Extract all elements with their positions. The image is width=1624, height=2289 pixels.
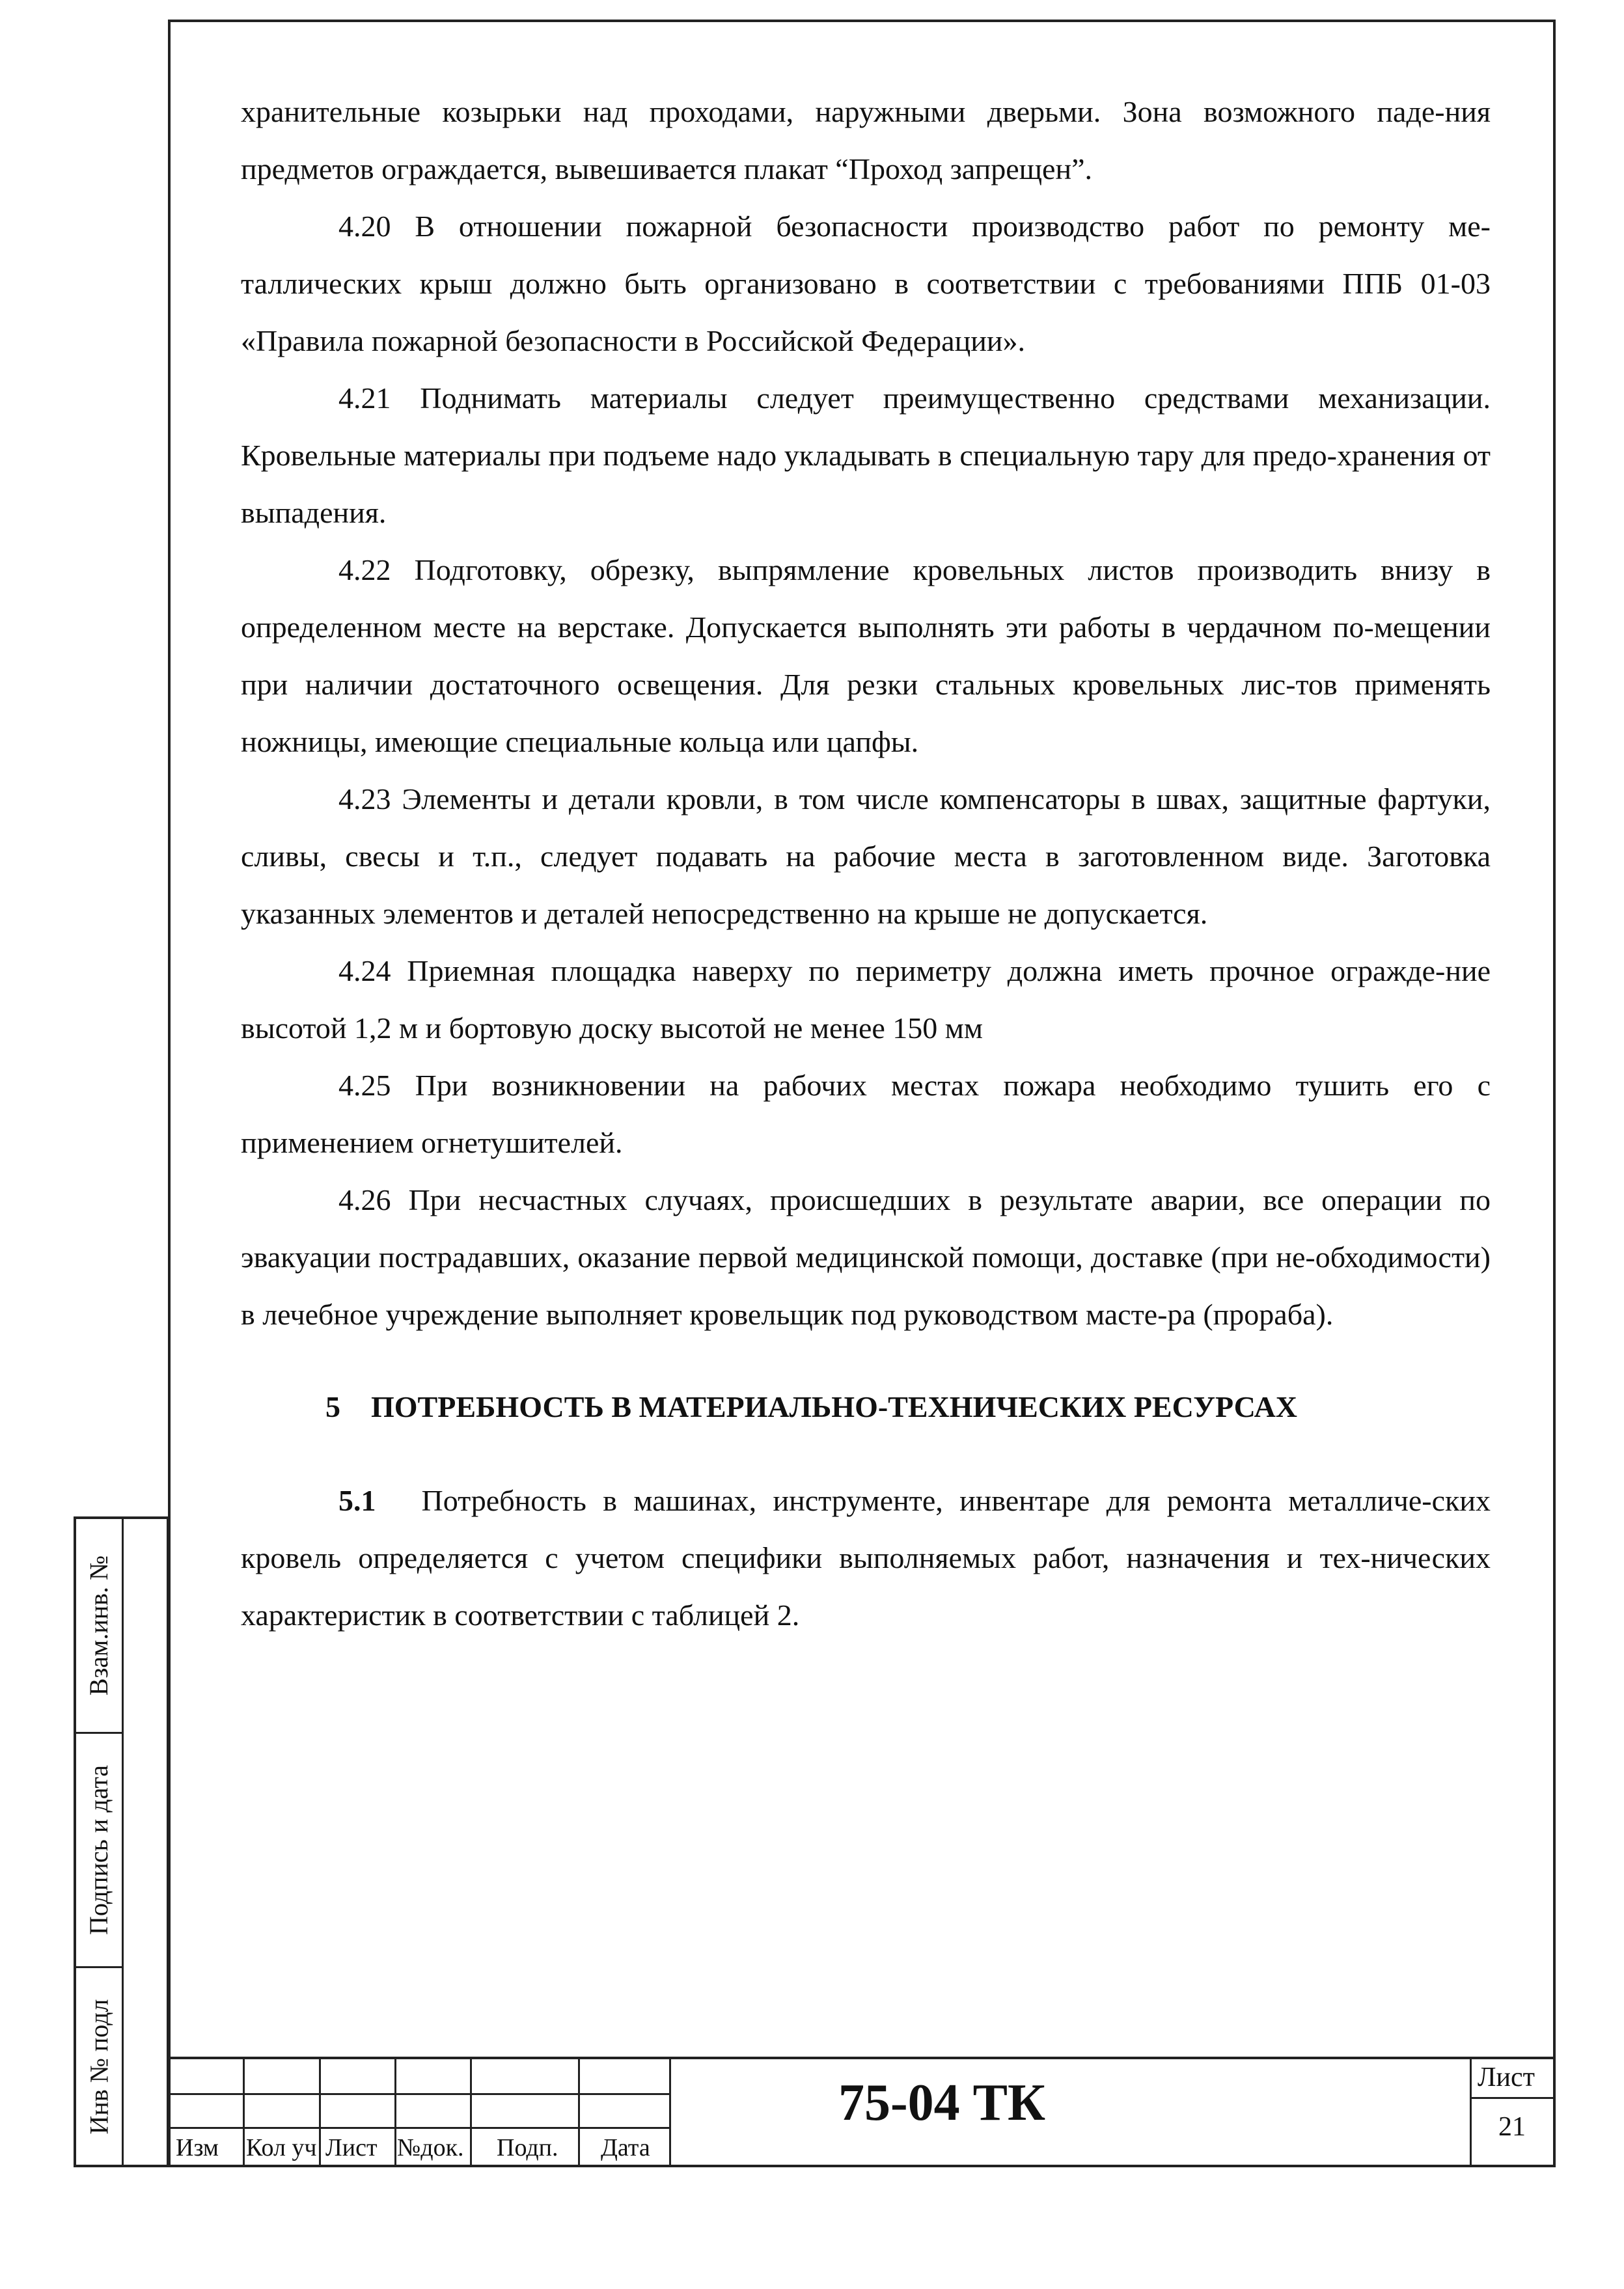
paragraph: хранительные козырьки над проходами, наружными дверьми. Зона возможного паде-ния предметов ограждается, вывешивается плакат “Проход запрещен”. [241,95,1491,185]
section-heading [325,1378,1491,1436]
side-cell-label: Инв № подл [84,1999,114,2134]
grid-line [319,2059,321,2167]
grid-line [470,2059,472,2167]
side-cell-label: Подпись и дата [84,1764,114,1936]
column-label-doc-number: №док. [397,2134,464,2161]
section-number: 5 [325,1390,340,1423]
column-label-signature: Подп. [497,2134,558,2161]
grid-line [669,2059,671,2167]
column-label-quantity: Кол уч [246,2134,317,2161]
column-label-change: Изм [176,2134,219,2161]
paragraph-number: 5.1 [338,1484,376,1517]
side-stamp [74,1516,169,2167]
side-cell-label: Взам.инв. № [84,1555,114,1696]
side-cell-original-inventory [76,1968,122,2165]
side-stamp-column [76,1519,124,2165]
column-label-date: Дата [601,2134,650,2161]
sheet-label: Лист [1478,2063,1535,2092]
title-block [168,2057,1556,2167]
paragraph-4-25: 4.25 При возникновении на рабочих местах пожара необходимо тушить его с применением огнетушителей. [241,1069,1491,1159]
column-label-sheet: Лист [325,2134,378,2161]
paragraph-text: Потребность в машинах, инструменте, инвентаре для ремонта металличе-ских кровель определяется с учетом специфики выполняемых работ, назначения и тех-нических характеристик в соответствии с таблицей 2. [241,1484,1491,1632]
section-title: ПОТРЕБНОСТЬ В МАТЕРИАЛЬНО-ТЕХНИЧЕСКИХ РЕСУРСАХ [371,1390,1298,1423]
paragraph-4-23: 4.23 Элементы и детали кровли, в том числе компенсаторы в швах, защитные фартуки, сливы, свесы и т.п., следует подавать на рабочие места в заготовленном виде. Заготовка указанных элементов и деталей непосредственно на крыше не допускается. [241,782,1491,930]
grid-line [243,2059,245,2167]
document-body [241,83,1491,1644]
side-cell-replacement-inventory [76,1519,122,1734]
grid-line [578,2059,580,2167]
side-cell-signature-date [76,1734,122,1968]
sheet-number: 21 [1498,2112,1526,2142]
paragraph-5-1 [241,1472,1491,1644]
paragraph-4-20: 4.20 В отношении пожарной безопасности производство работ по ремонту ме-таллических крыш должно быть организовано в соответствии с требованиями ППБ 01-03 «Правила пожарной безопасности в Российской Федерации». [241,210,1491,357]
document-code: 75-04 ТК [838,2074,1046,2131]
paragraph-4-24: 4.24 Приемная площадка наверху по периметру должна иметь прочное огражде-ние высотой 1,2 м и бортовую доску высотой не менее 150 мм [241,954,1491,1045]
paragraph-4-22: 4.22 Подготовку, обрезку, выпрямление кровельных листов производить внизу в определенном месте на верстаке. Допускается выполнять эти работы в чердачном по-мещении при наличии достаточного освещения. Для резки стальных кровельных лис-тов применять ножницы, имеющие специальные кольца или цапфы. [241,553,1491,758]
paragraph-4-21: 4.21 Поднимать материалы следует преимущественно средствами механизации. Кровельные материалы при подъеме надо укладывать в специальную тару для предо-хранения от выпадения. [241,381,1491,529]
paragraph-4-26: 4.26 При несчастных случаях, происшедших в результате аварии, все операции по эвакуации пострадавших, оказание первой медицинской помощи, доставке (при не-обходимости) в лечебное учреждение выполняет кровельщик под руководством масте-ра (прораба). [241,1183,1491,1331]
grid-line [394,2059,396,2167]
